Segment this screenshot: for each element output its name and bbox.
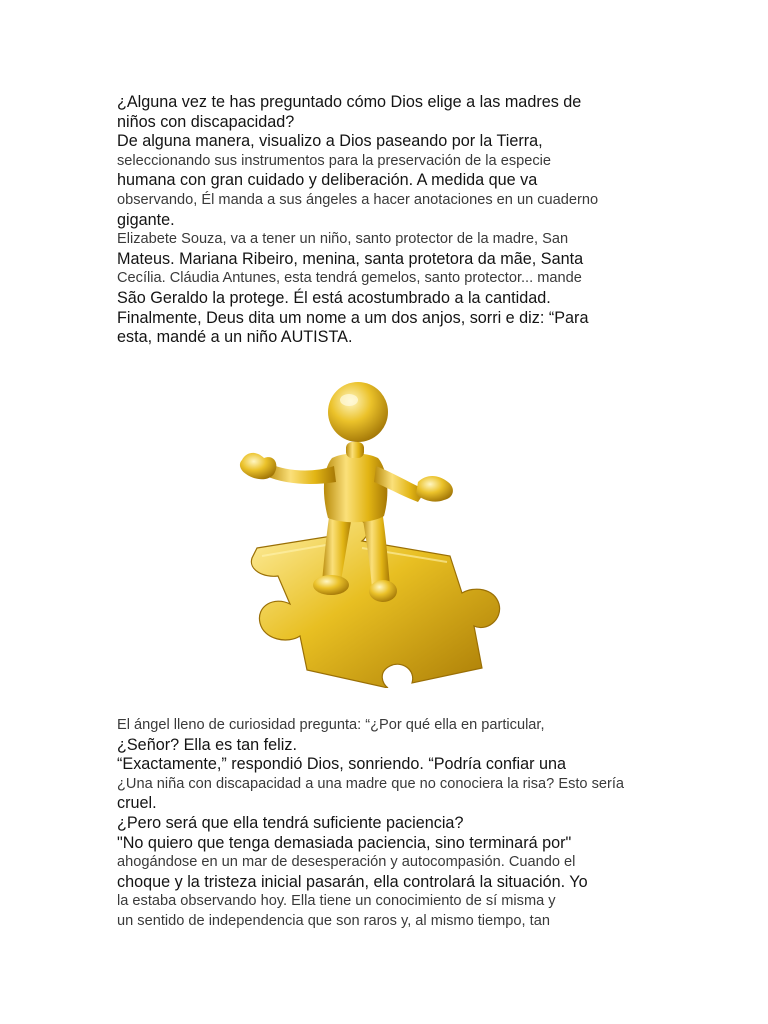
text-line: Mateus. Mariana Ribeiro, menina, santa protetora da mãe, Santa	[117, 249, 584, 268]
text-line: ¿Pero será que ella tendrá suficiente paciencia?	[117, 813, 464, 832]
text-line: ¿Alguna vez te has preguntado cómo Dios elige a las madres de	[117, 93, 582, 111]
document-text-top	[117, 93, 737, 348]
text-line: la estaba observando hoy. Ella tiene un conocimiento de sí misma y	[117, 893, 556, 910]
text-line: gigante.	[117, 210, 175, 229]
text-line: ¿Señor? Ella es tan feliz.	[117, 735, 297, 754]
gold-figure-on-puzzle-piece-icon	[212, 378, 508, 688]
text-line: “Exactamente,” respondió Dios, sonriendo. “Podría confiar una	[117, 755, 566, 774]
text-line: esta, mandé a un niño AUTISTA.	[117, 328, 353, 347]
text-line: niños con discapacidad?	[117, 112, 295, 131]
text-line: ahogándose en un mar de desesperación y autocompasión. Cuando el	[117, 854, 576, 871]
text-line: De alguna manera, visualizo a Dios paseando por la Tierra,	[117, 132, 543, 151]
text-line: Finalmente, Deus dita um nome a um dos anjos, sorri e diz: “Para	[117, 308, 589, 327]
text-line: observando, Él manda a sus ángeles a hacer anotaciones en un cuaderno	[117, 191, 599, 208]
text-line: São Geraldo la protege. Él está acostumbrado a la cantidad.	[117, 288, 551, 307]
text-line: ¿Una niña con discapacidad a una madre que no conociera la risa? Esto sería	[117, 775, 625, 792]
text-line: Elizabete Souza, va a tener un niño, santo protector de la madre, San	[117, 231, 569, 248]
text-line: Cecília. Cláudia Antunes, esta tendrá gemelos, santo protector... mande	[117, 270, 582, 287]
document-text-bottom	[117, 716, 737, 932]
text-line: un sentido de independencia que son raros y, al mismo tiempo, tan	[117, 912, 550, 929]
text-line: El ángel lleno de curiosidad pregunta: “¿Por qué ella en particular,	[117, 717, 545, 733]
text-line: seleccionando sus instrumentos para la preservación de la especie	[117, 152, 552, 169]
text-line: humana con gran cuidado y deliberación. A medida que va	[117, 171, 538, 190]
text-line: cruel.	[117, 794, 157, 813]
text-line: choque y la tristeza inicial pasarán, ella controlará la situación. Yo	[117, 872, 588, 891]
text-line: "No quiero que tenga demasiada paciencia, sino terminará por"	[117, 833, 572, 852]
